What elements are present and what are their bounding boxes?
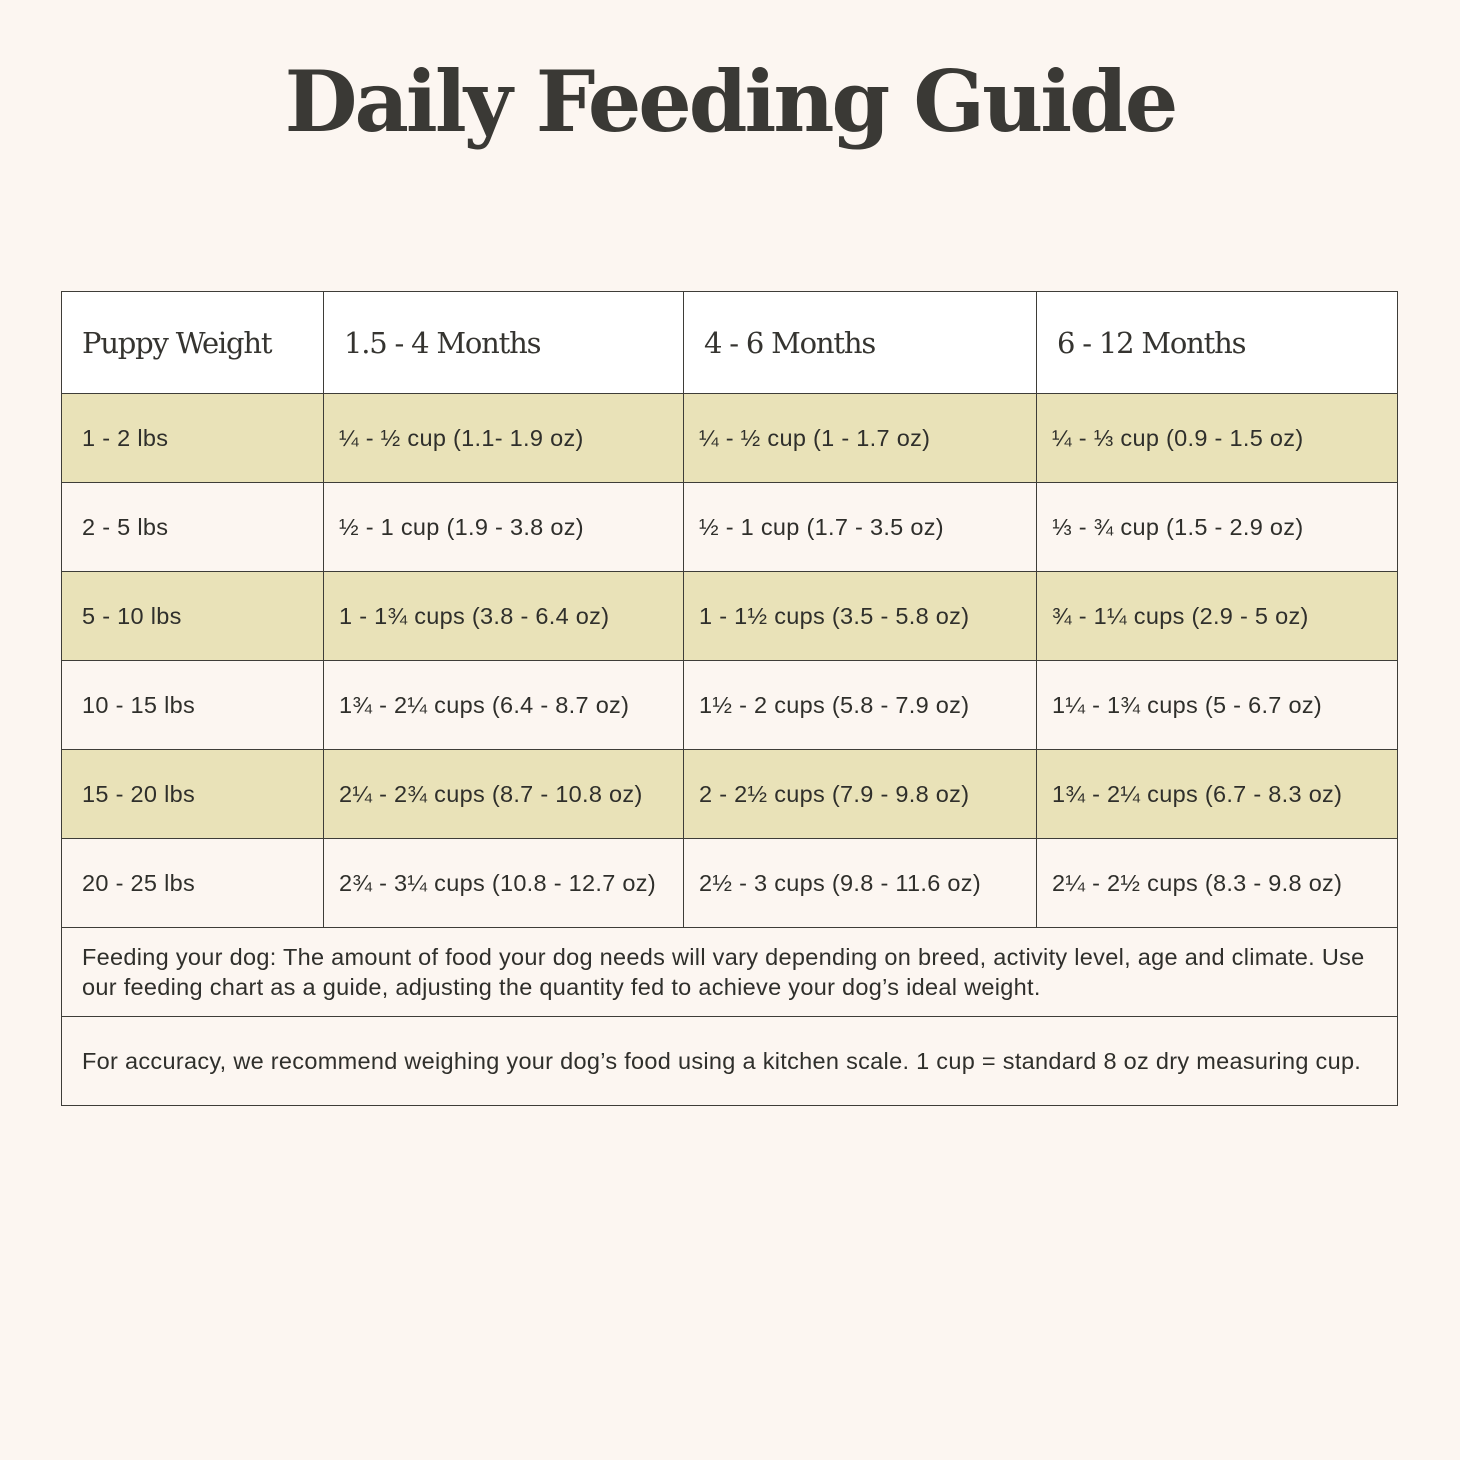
note-row-feeding: [62, 928, 1398, 1017]
header-puppy-weight: Puppy Weight: [62, 292, 324, 394]
weight-cell: 1 - 2 lbs: [62, 394, 324, 483]
amount-cell: 2 - 2½ cups (7.9 - 9.8 oz): [684, 750, 1037, 839]
table-row: [62, 750, 1398, 839]
weight-cell: 15 - 20 lbs: [62, 750, 324, 839]
header-6-12-months: 6 - 12 Months: [1037, 292, 1398, 394]
amount-cell: 2¼ - 2¾ cups (8.7 - 10.8 oz): [324, 750, 684, 839]
amount-cell: 1¼ - 1¾ cups (5 - 6.7 oz): [1037, 661, 1398, 750]
feeding-table: [61, 291, 1398, 1106]
table-row: [62, 572, 1398, 661]
amount-cell: ½ - 1 cup (1.7 - 3.5 oz): [684, 483, 1037, 572]
amount-cell: ⅓ - ¾ cup (1.5 - 2.9 oz): [1037, 483, 1398, 572]
amount-cell: 2¾ - 3¼ cups (10.8 - 12.7 oz): [324, 839, 684, 928]
amount-cell: ¼ - ½ cup (1.1- 1.9 oz): [324, 394, 684, 483]
weight-cell: 20 - 25 lbs: [62, 839, 324, 928]
accuracy-note: For accuracy, we recommend weighing your dog’s food using a kitchen scale. 1 cup = standard 8 oz dry measuring cup.: [62, 1017, 1398, 1106]
note-row-accuracy: [62, 1017, 1398, 1106]
table-row: [62, 839, 1398, 928]
feeding-note: Feeding your dog: The amount of food your dog needs will vary depending on breed, activity level, age and climate. Use our feeding chart as a guide, adjusting the quantity fed to achieve your dog’s ideal weight.: [62, 928, 1398, 1017]
amount-cell: ½ - 1 cup (1.9 - 3.8 oz): [324, 483, 684, 572]
weight-cell: 10 - 15 lbs: [62, 661, 324, 750]
amount-cell: ¾ - 1¼ cups (2.9 - 5 oz): [1037, 572, 1398, 661]
amount-cell: ¼ - ⅓ cup (0.9 - 1.5 oz): [1037, 394, 1398, 483]
amount-cell: 1 - 1¾ cups (3.8 - 6.4 oz): [324, 572, 684, 661]
weight-cell: 5 - 10 lbs: [62, 572, 324, 661]
page-title: Daily Feeding Guide: [284, 52, 1176, 151]
amount-cell: ¼ - ½ cup (1 - 1.7 oz): [684, 394, 1037, 483]
amount-cell: 1 - 1½ cups (3.5 - 5.8 oz): [684, 572, 1037, 661]
amount-cell: 1¾ - 2¼ cups (6.4 - 8.7 oz): [324, 661, 684, 750]
table-row: [62, 394, 1398, 483]
header-1-5-4-months: 1.5 - 4 Months: [324, 292, 684, 394]
amount-cell: 1½ - 2 cups (5.8 - 7.9 oz): [684, 661, 1037, 750]
table-header-row: [62, 292, 1398, 394]
amount-cell: 1¾ - 2¼ cups (6.7 - 8.3 oz): [1037, 750, 1398, 839]
table-row: [62, 661, 1398, 750]
amount-cell: 2¼ - 2½ cups (8.3 - 9.8 oz): [1037, 839, 1398, 928]
header-4-6-months: 4 - 6 Months: [684, 292, 1037, 394]
amount-cell: 2½ - 3 cups (9.8 - 11.6 oz): [684, 839, 1037, 928]
table-row: [62, 483, 1398, 572]
weight-cell: 2 - 5 lbs: [62, 483, 324, 572]
